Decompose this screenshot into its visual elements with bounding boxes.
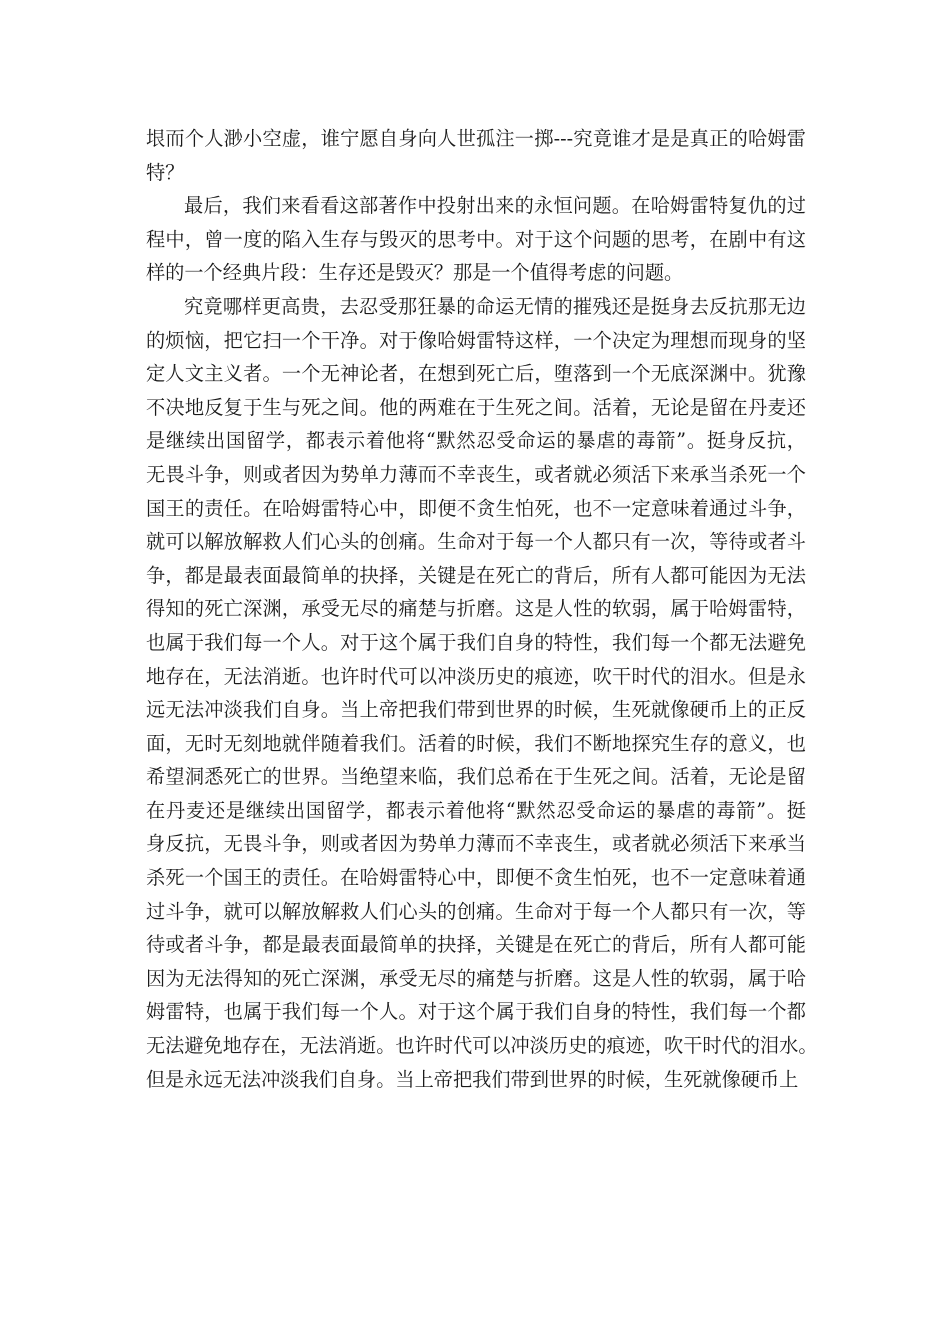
- text-line: 争，都是最表面最简单的抉择，关键是在死亡的背后，所有人都可能因为无法: [146, 563, 806, 587]
- text-line: 杀死一个国王的责任。在哈姆雷特心中，即便不贪生怕死，也不一定意味着通: [146, 866, 806, 890]
- text-line: 希望洞悉死亡的世界。当绝望来临，我们总希在于生死之间。活着，无论是留: [146, 765, 806, 789]
- text-line: 就可以解放解救人们心头的创痛。生命对于每一个人都只有一次，等待或者斗: [146, 530, 806, 554]
- text-line: 面，无时无刻地就伴随着我们。活着的时候，我们不断地探究生存的意义，也: [146, 731, 806, 755]
- text-line: 特？: [146, 160, 185, 184]
- text-line: 过斗争，就可以解放解救人们心头的创痛。生命对于每一个人都只有一次，等: [146, 899, 806, 923]
- text-line: 待或者斗争，都是最表面最简单的抉择，关键是在死亡的背后，所有人都可能: [146, 933, 806, 957]
- text-line: 不决地反复于生与死之间。他的两难在于生死之间。活着，无论是留在丹麦还: [146, 395, 806, 419]
- text-line: 定人文主义者。一个无神论者，在想到死亡后，堕落到一个无底深渊中。犹豫: [146, 362, 806, 386]
- text-line: 因为无法得知的死亡深渊，承受无尽的痛楚与折磨。这是人性的软弱，属于哈: [146, 966, 806, 990]
- text-line: 国王的责任。在哈姆雷特心中，即便不贪生怕死，也不一定意味着通过斗争，: [146, 496, 806, 520]
- text-line: 是继续出国留学，都表示着他将“默然忍受命运的暴虐的毒箭”。挺身反抗，: [146, 429, 806, 453]
- text-line: 身反抗，无畏斗争，则或者因为势单力薄而不幸丧生，或者就必须活下来承当: [146, 832, 806, 856]
- text-line: 最后，我们来看看这部著作中投射出来的永恒问题。在哈姆雷特复仇的过: [184, 194, 806, 218]
- text-line: 垠而个人渺小空虚，谁宁愿自身向人世孤注一掷---究竟谁才是是真正的哈姆雷: [146, 127, 806, 150]
- paragraph: [146, 290, 818, 1096]
- text-line: 地存在，无法消逝。也许时代可以冲淡历史的痕迹，吹干时代的泪水。但是永: [146, 664, 806, 688]
- paragraph: [146, 189, 806, 290]
- text-line: 也属于我们每一个人。对于这个属于我们自身的特性，我们每一个都无法避免: [146, 630, 806, 654]
- paragraph: [146, 122, 806, 189]
- text-line: 得知的死亡深渊，承受无尽的痛楚与折磨。这是人性的软弱，属于哈姆雷特，: [146, 597, 806, 621]
- text-line: 姆雷特，也属于我们每一个人。对于这个属于我们自身的特性，我们每一个都: [146, 1000, 806, 1024]
- text-line: 究竟哪样更高贵，去忍受那狂暴的命运无情的摧残还是挺身去反抗那无边: [184, 294, 806, 318]
- text-line: 但是永远无法冲淡我们自身。当上帝把我们带到世界的时候，生死就像硬币上: [146, 1067, 799, 1091]
- document-body: [146, 122, 818, 1096]
- text-line: 样的一个经典片段：生存还是毁灭？那是一个值得考虑的问题。: [146, 261, 684, 285]
- text-line: 程中，曾一度的陷入生存与毁灭的思考中。对于这个问题的思考，在剧中有这: [146, 227, 806, 251]
- text-line: 在丹麦还是继续出国留学，都表示着他将“默然忍受命运的暴虐的毒箭”。挺: [146, 798, 806, 822]
- text-line: 远无法冲淡我们自身。当上帝把我们带到世界的时候，生死就像硬币上的正反: [146, 698, 806, 722]
- text-line: 无畏斗争，则或者因为势单力薄而不幸丧生，或者就必须活下来承当杀死一个: [146, 462, 806, 486]
- text-line: 无法避免地存在，无法消逝。也许时代可以冲淡历史的痕迹，吹干时代的泪水。: [146, 1034, 818, 1058]
- text-line: 的烦恼，把它扫一个干净。对于像哈姆雷特这样，一个决定为理想而现身的坚: [146, 328, 806, 352]
